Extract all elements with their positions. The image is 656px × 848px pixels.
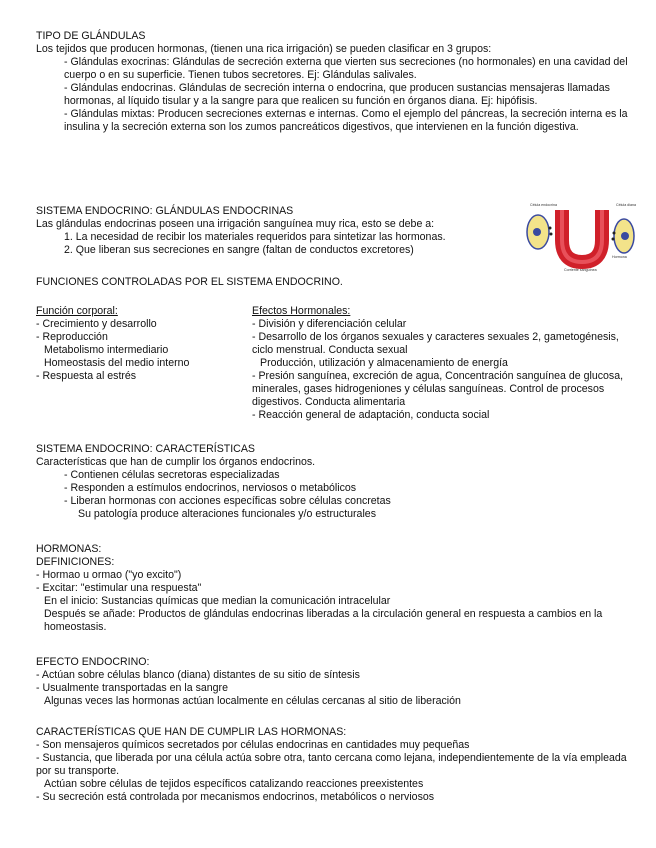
list-item: 2. Que liberan sus secreciones en sangre (faltan de conductos excretores) — [64, 244, 414, 256]
section-subtitle: DEFINICIONES: — [36, 556, 115, 568]
list-item: - Responden a estímulos endocrinos, nerviosos o metabólicos — [64, 482, 357, 494]
section-title: TIPO DE GLÁNDULAS — [36, 30, 146, 42]
section-efecto-endocrino — [36, 656, 636, 708]
list-item: - Respuesta al estrés — [36, 370, 137, 382]
section-title: SISTEMA ENDOCRINO: CARACTERÍSTICAS — [36, 443, 255, 455]
endocrine-diagram-svg — [524, 200, 638, 272]
diagram-label: Célula diana — [616, 203, 636, 207]
list-item: En el inicio: Sustancias químicas que median la comunicación intracelular — [44, 595, 391, 607]
section-title: EFECTO ENDOCRINO: — [36, 656, 150, 668]
hormone-dot — [550, 233, 553, 236]
endocrine-diagram — [524, 200, 638, 272]
section-title: CARACTERÍSTICAS QUE HAN DE CUMPLIR LAS HORMONAS: — [36, 726, 347, 738]
list-item: - Sustancia, que liberada por una célula actúa sobre otra, tanto cercana como lejana, independientemente de la vía empleada por su transporte. — [36, 752, 627, 777]
list-item: - Excitar: "estimular una respuesta" — [36, 582, 202, 594]
list-item: - Glándulas endocrinas. Glándulas de secreción interna o endocrina, que producen sustancias mensajeras llamadas hormonas, al líquido tisular y a la sangre para que realicen su función en órganos diana. Ej: hipófisis. — [64, 82, 610, 107]
section-intro: Los tejidos que producen hormonas, (tienen una rica irrigación) se pueden clasificar en 3 grupos: — [36, 43, 492, 55]
blood-vessel — [562, 210, 602, 262]
list-item: - Actúan sobre células blanco (diana) distantes de su sitio de síntesis — [36, 669, 360, 681]
section-funciones — [36, 276, 636, 422]
column-heading: Efectos Hormonales: — [252, 305, 351, 317]
list-item: - Crecimiento y desarrollo — [36, 318, 157, 330]
list-item: - Son mensajeros químicos secretados por células endocrinas en cantidades muy pequeñas — [36, 739, 470, 751]
list-item: Después se añade: Productos de glándulas endocrinas liberadas a la circulación general en respuesta a cambios en la homeostasis. — [44, 608, 603, 633]
list-item: - Contienen células secretoras especializadas — [64, 469, 280, 481]
list-item: - Su secreción está controlada por mecanismos endocrinos, metabólicos o nerviosos — [36, 791, 435, 803]
list-item: - Glándulas exocrinas: Glándulas de secreción externa que vierten sus secreciones (no hormonales) en una cavidad del cuerpo o en su superficie. Tienen tubos secretores. Ej: Glándulas salivales. — [64, 56, 628, 81]
column-heading: Función corporal: — [36, 305, 118, 317]
section-caracteristicas — [36, 443, 636, 521]
list-item: - Hormao u ormao ("yo excito") — [36, 569, 182, 581]
list-item: - División y diferenciación celular — [252, 318, 407, 330]
hormone-dot — [612, 238, 615, 241]
section-intro: Las glándulas endocrinas poseen una irrigación sanguínea muy rica, esto se debe a: — [36, 218, 435, 230]
list-item: Algunas veces las hormonas actúan localmente en células cercanas al sitio de liberación — [44, 695, 461, 707]
list-item: - Reproducción — [36, 331, 108, 343]
list-item: Producción, utilización y almacenamiento de energía — [260, 357, 508, 369]
list-item: - Glándulas mixtas: Producen secreciones externas e internas. Como el ejemplo del páncreas, la secreción interna es la insulina y la secreción externa son los zumos pancreáticos digestivos, que intervienen en la función digestiva. — [64, 108, 628, 133]
section-title: FUNCIONES CONTROLADAS POR EL SISTEMA ENDOCRINO. — [36, 276, 343, 288]
list-item: Metabolismo intermediario — [44, 344, 169, 356]
cell-nucleus — [533, 228, 541, 236]
section-tipo-glandulas — [36, 30, 636, 134]
section-title: HORMONAS: — [36, 543, 102, 555]
diagram-label: Célula endocrina — [530, 203, 557, 207]
cell-nucleus — [621, 232, 629, 240]
list-item: - Presión sanguínea, excreción de agua, Concentración sanguínea de glucosa, minerales, gases hidrogeniones y células sanguíneas. Control de procesos digestivos. Conducta alimentaria — [252, 370, 624, 408]
section-glandulas-endocrinas — [36, 205, 516, 257]
list-item: - Desarrollo de los órganos sexuales y caracteres sexuales 2, gametogénesis, ciclo menstrual. Conducta sexual — [252, 331, 619, 356]
diagram-label: Corriente sanguínea — [564, 268, 597, 272]
section-hormonas — [36, 543, 636, 634]
hormone-dot — [549, 227, 552, 230]
list-item: Homeostasis del medio interno — [44, 357, 190, 369]
functions-columns — [36, 305, 636, 422]
section-caracteristicas-hormonas — [36, 726, 636, 804]
right-column — [252, 305, 636, 422]
section-intro: Características que han de cumplir los órganos endocrinos. — [36, 456, 316, 468]
list-item: - Liberan hormonas con acciones específicas sobre células concretas — [64, 495, 391, 507]
list-item: - Reacción general de adaptación, conducta social — [252, 409, 490, 421]
diagram-label: Hormona — [612, 255, 627, 259]
list-item: Su patología produce alteraciones funcionales y/o estructurales — [78, 508, 376, 520]
list-item: 1. La necesidad de recibir los materiales requeridos para sintetizar las hormonas. — [64, 231, 446, 243]
list-item: - Usualmente transportadas en la sangre — [36, 682, 228, 694]
list-item: Actúan sobre células de tejidos específicos catalizando reacciones preexistentes — [44, 778, 424, 790]
left-column — [36, 305, 252, 422]
section-title: SISTEMA ENDOCRINO: GLÁNDULAS ENDOCRINAS — [36, 205, 294, 217]
hormone-dot — [613, 232, 616, 235]
